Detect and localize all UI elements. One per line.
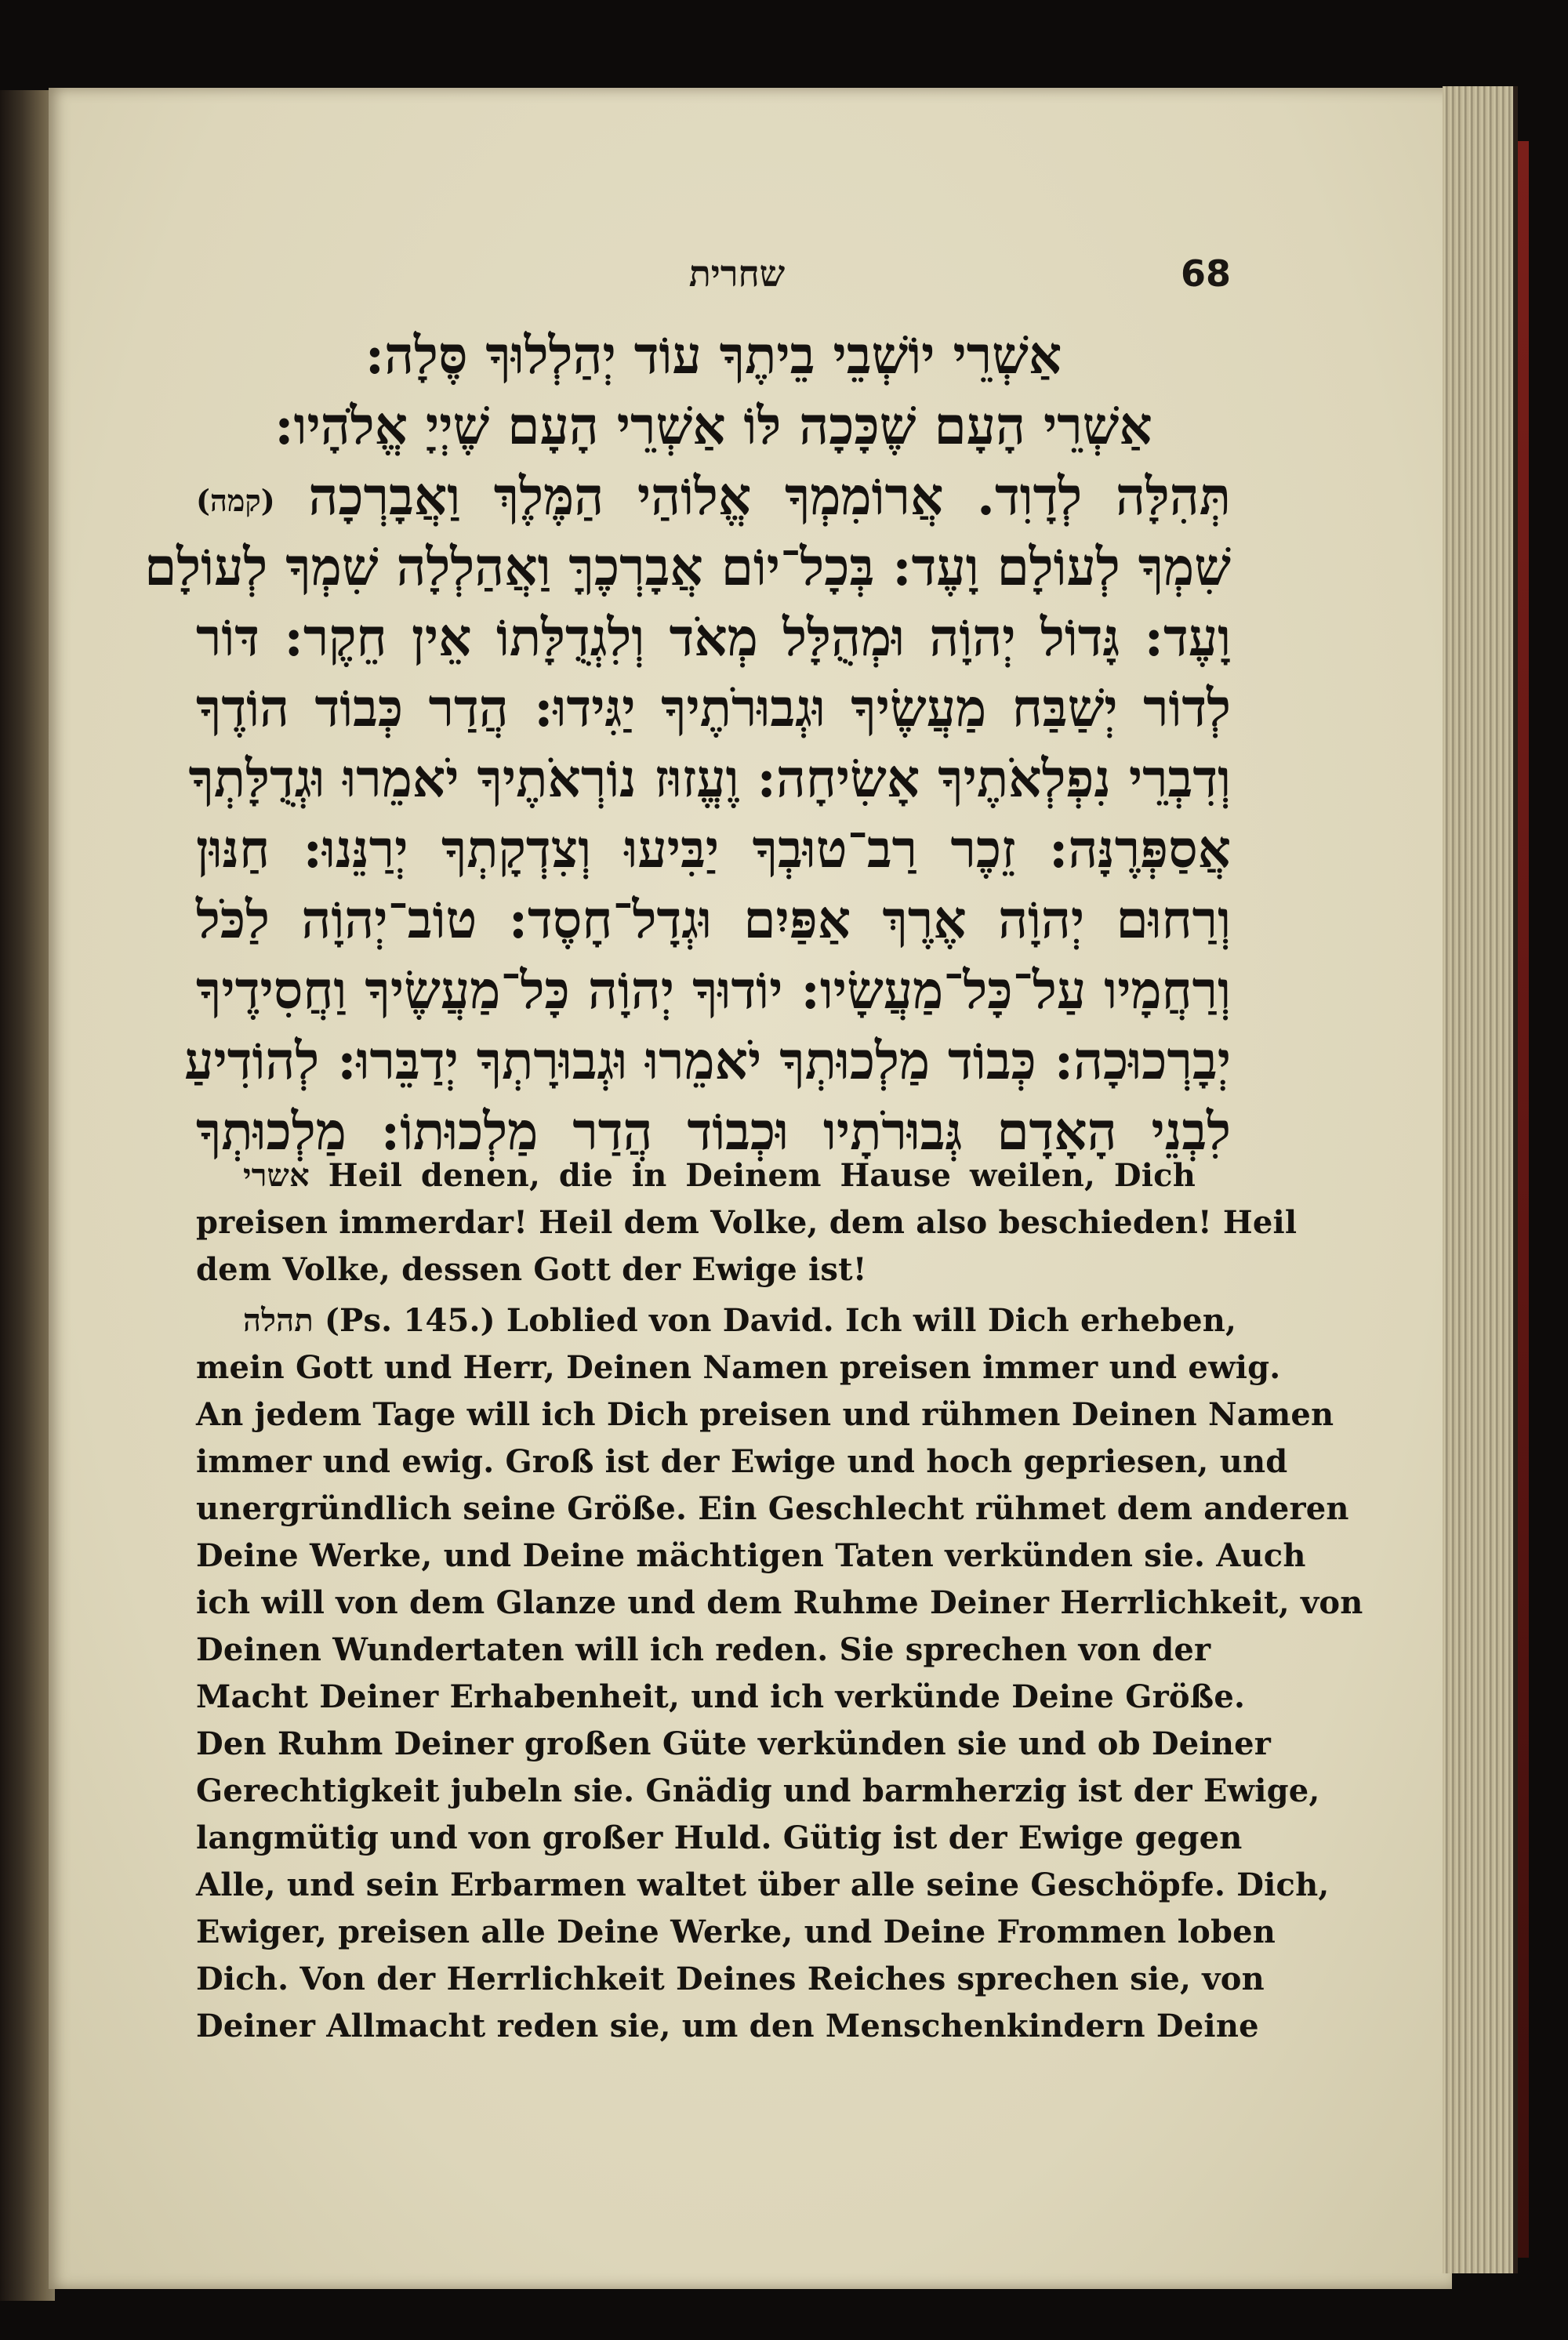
- german-line: Deiner Allmacht reden sie, um den Menschenkindern Deine: [196, 2008, 1259, 2044]
- german-line: dem Volke, dessen Gott der Ewige ist!: [196, 1251, 867, 1288]
- german-line: Deine Werke, und Deine mächtigen Taten verkünden sie. Auch: [196, 1537, 1306, 1574]
- german-line: Gerechtigkeit jubeln sie. Gnädig und barmherzig ist der Ewige,: [196, 1772, 1320, 1809]
- german-line: unergründlich seine Größe. Ein Geschlecht rühmet dem anderen: [196, 1490, 1349, 1527]
- german-line: Dich. Von der Herrlichkeit Deines Reiches sprechen sie, von: [196, 1961, 1265, 1997]
- german-line: Alle, und sein Erbarmen waltet über alle seine Geschöpfe. Dich,: [196, 1867, 1330, 1903]
- german-line: An jedem Tage will ich Dich preisen und rühmen Deinen Namen: [196, 1396, 1334, 1433]
- hebrew-line: שִׁמְךָ לְעוֹלָם וָעֶד: בְּכָל־יוֹם אֲבָרְכֶךָּ וַאֲהַלְלָה שִׁמְךָ לְעוֹלָם: [144, 536, 1231, 597]
- german-line: Macht Deiner Erhabenheit, und ich verkünde Deine Größe.: [196, 1678, 1246, 1715]
- hebrew-line: יְבָרְכוּכָה: כְּבוֹד מַלְכוּתְךָ יֹאמֵרוּ וּגְבוּרָתְךָ יְדַבֵּרוּ: לְהוֹדִיעַ: [184, 1030, 1231, 1091]
- running-header: שחרית: [688, 252, 786, 295]
- hebrew-line-text: תְּהִלָּה לְדָוִד. אֲרוֹמִמְךָ אֱלוֹהַי הַמֶּלֶךְ וַאֲבָרְכָה: [308, 466, 1231, 527]
- german-line: langmütig und von großer Huld. Gütig ist der Ewige gegen: [196, 1819, 1243, 1856]
- page-number: 68: [1180, 252, 1231, 295]
- german-line: ich will von dem Glanze und dem Ruhme Deiner Herrlichkeit, von: [196, 1584, 1363, 1621]
- hebrew-line: לִבְנֵי הָאָדָם גְּבוּרֹתָיו וּכְבוֹד הֲדַר מַלְכוּתוֹ: מַלְכוּתְךָ: [196, 1101, 1231, 1162]
- hebrew-line: אֲסַפְּרֶנָּה: זֵכֶר רַב־טוּבְךָ יַבִּיעוּ וְצִדְקָתְךָ יְרַנֵּנוּ: חַנּוּן: [196, 818, 1231, 880]
- psalm-number-tag: (קמה): [196, 483, 275, 518]
- hebrew-line: לְדוֹר יְשַׁבַּח מַעֲשֶׂיךָ וּגְבוּרֹתֶיךָ יַגִּידוּ: הֲדַר כְּבוֹד הוֹדֶךָ: [196, 677, 1231, 738]
- hebrew-line: וְרַחֲמָיו עַל־כָּל־מַעֲשָׂיו: יוֹדוּךָ יְהוָֹה כָּל־מַעֲשֶׂיךָ וַחֲסִידֶיךָ: [196, 960, 1231, 1021]
- german-line: Ewiger, preisen alle Deine Werke, und Deine Frommen loben: [196, 1914, 1276, 1950]
- german-line: immer und ewig. Groß ist der Ewige und hoch gepriesen, und: [196, 1443, 1288, 1480]
- hebrew-line: וָעֶד: גָּדוֹל יְהוָֹה וּמְהֻלָּל מְאֹד וְלִגְדֻלָּתוֹ אֵין חֵקֶר: דּוֹר: [196, 607, 1231, 668]
- german-line: preisen immerdar! Heil dem Volke, dem also beschieden! Heil: [196, 1204, 1298, 1241]
- german-line: mein Gott und Herr, Deinen Namen preisen immer und ewig.: [196, 1349, 1281, 1386]
- hebrew-line: אַשְׁרֵי הָעָם שֶׁכָּכָה לּוֹ אַשְׁרֵי הָעָם שֶׁיְיָ אֱלֹהָיו:: [274, 395, 1152, 456]
- hebrew-line: אַשְׁרֵי יוֹשְׁבֵי בֵיתֶךָ עוֹד יְהַלְלוּךָ סֶּלָה:: [365, 325, 1062, 386]
- hebrew-line-with-tag: [196, 461, 1231, 531]
- hebrew-line: וְדִבְרֵי נִפְלְאֹתֶיךָ אָשִׂיחָה: וֶעֱזוּז נוֹרְאֹתֶיךָ יֹאמֵרוּ וּגְדֻלָּתְךָ: [188, 748, 1231, 809]
- hebrew-line: וְרַחוּם יְהוָֹה אֶרֶךְ אַפַּיִם וּגְדָל־חָסֶד: טוֹב־יְהוָֹה לַכֹּל: [196, 889, 1231, 950]
- german-line: Deinen Wundertaten will ich reden. Sie sprechen von der: [196, 1631, 1211, 1668]
- german-line: תהלה (Ps. 145.) Loblied von David. Ich will Dich erheben,: [243, 1302, 1237, 1339]
- german-line: Den Ruhm Deiner großen Güte verkünden sie und ob Deiner: [196, 1725, 1272, 1762]
- german-line: אשרי Heil denen, die in Deinem Hause weilen, Dich: [243, 1157, 1196, 1194]
